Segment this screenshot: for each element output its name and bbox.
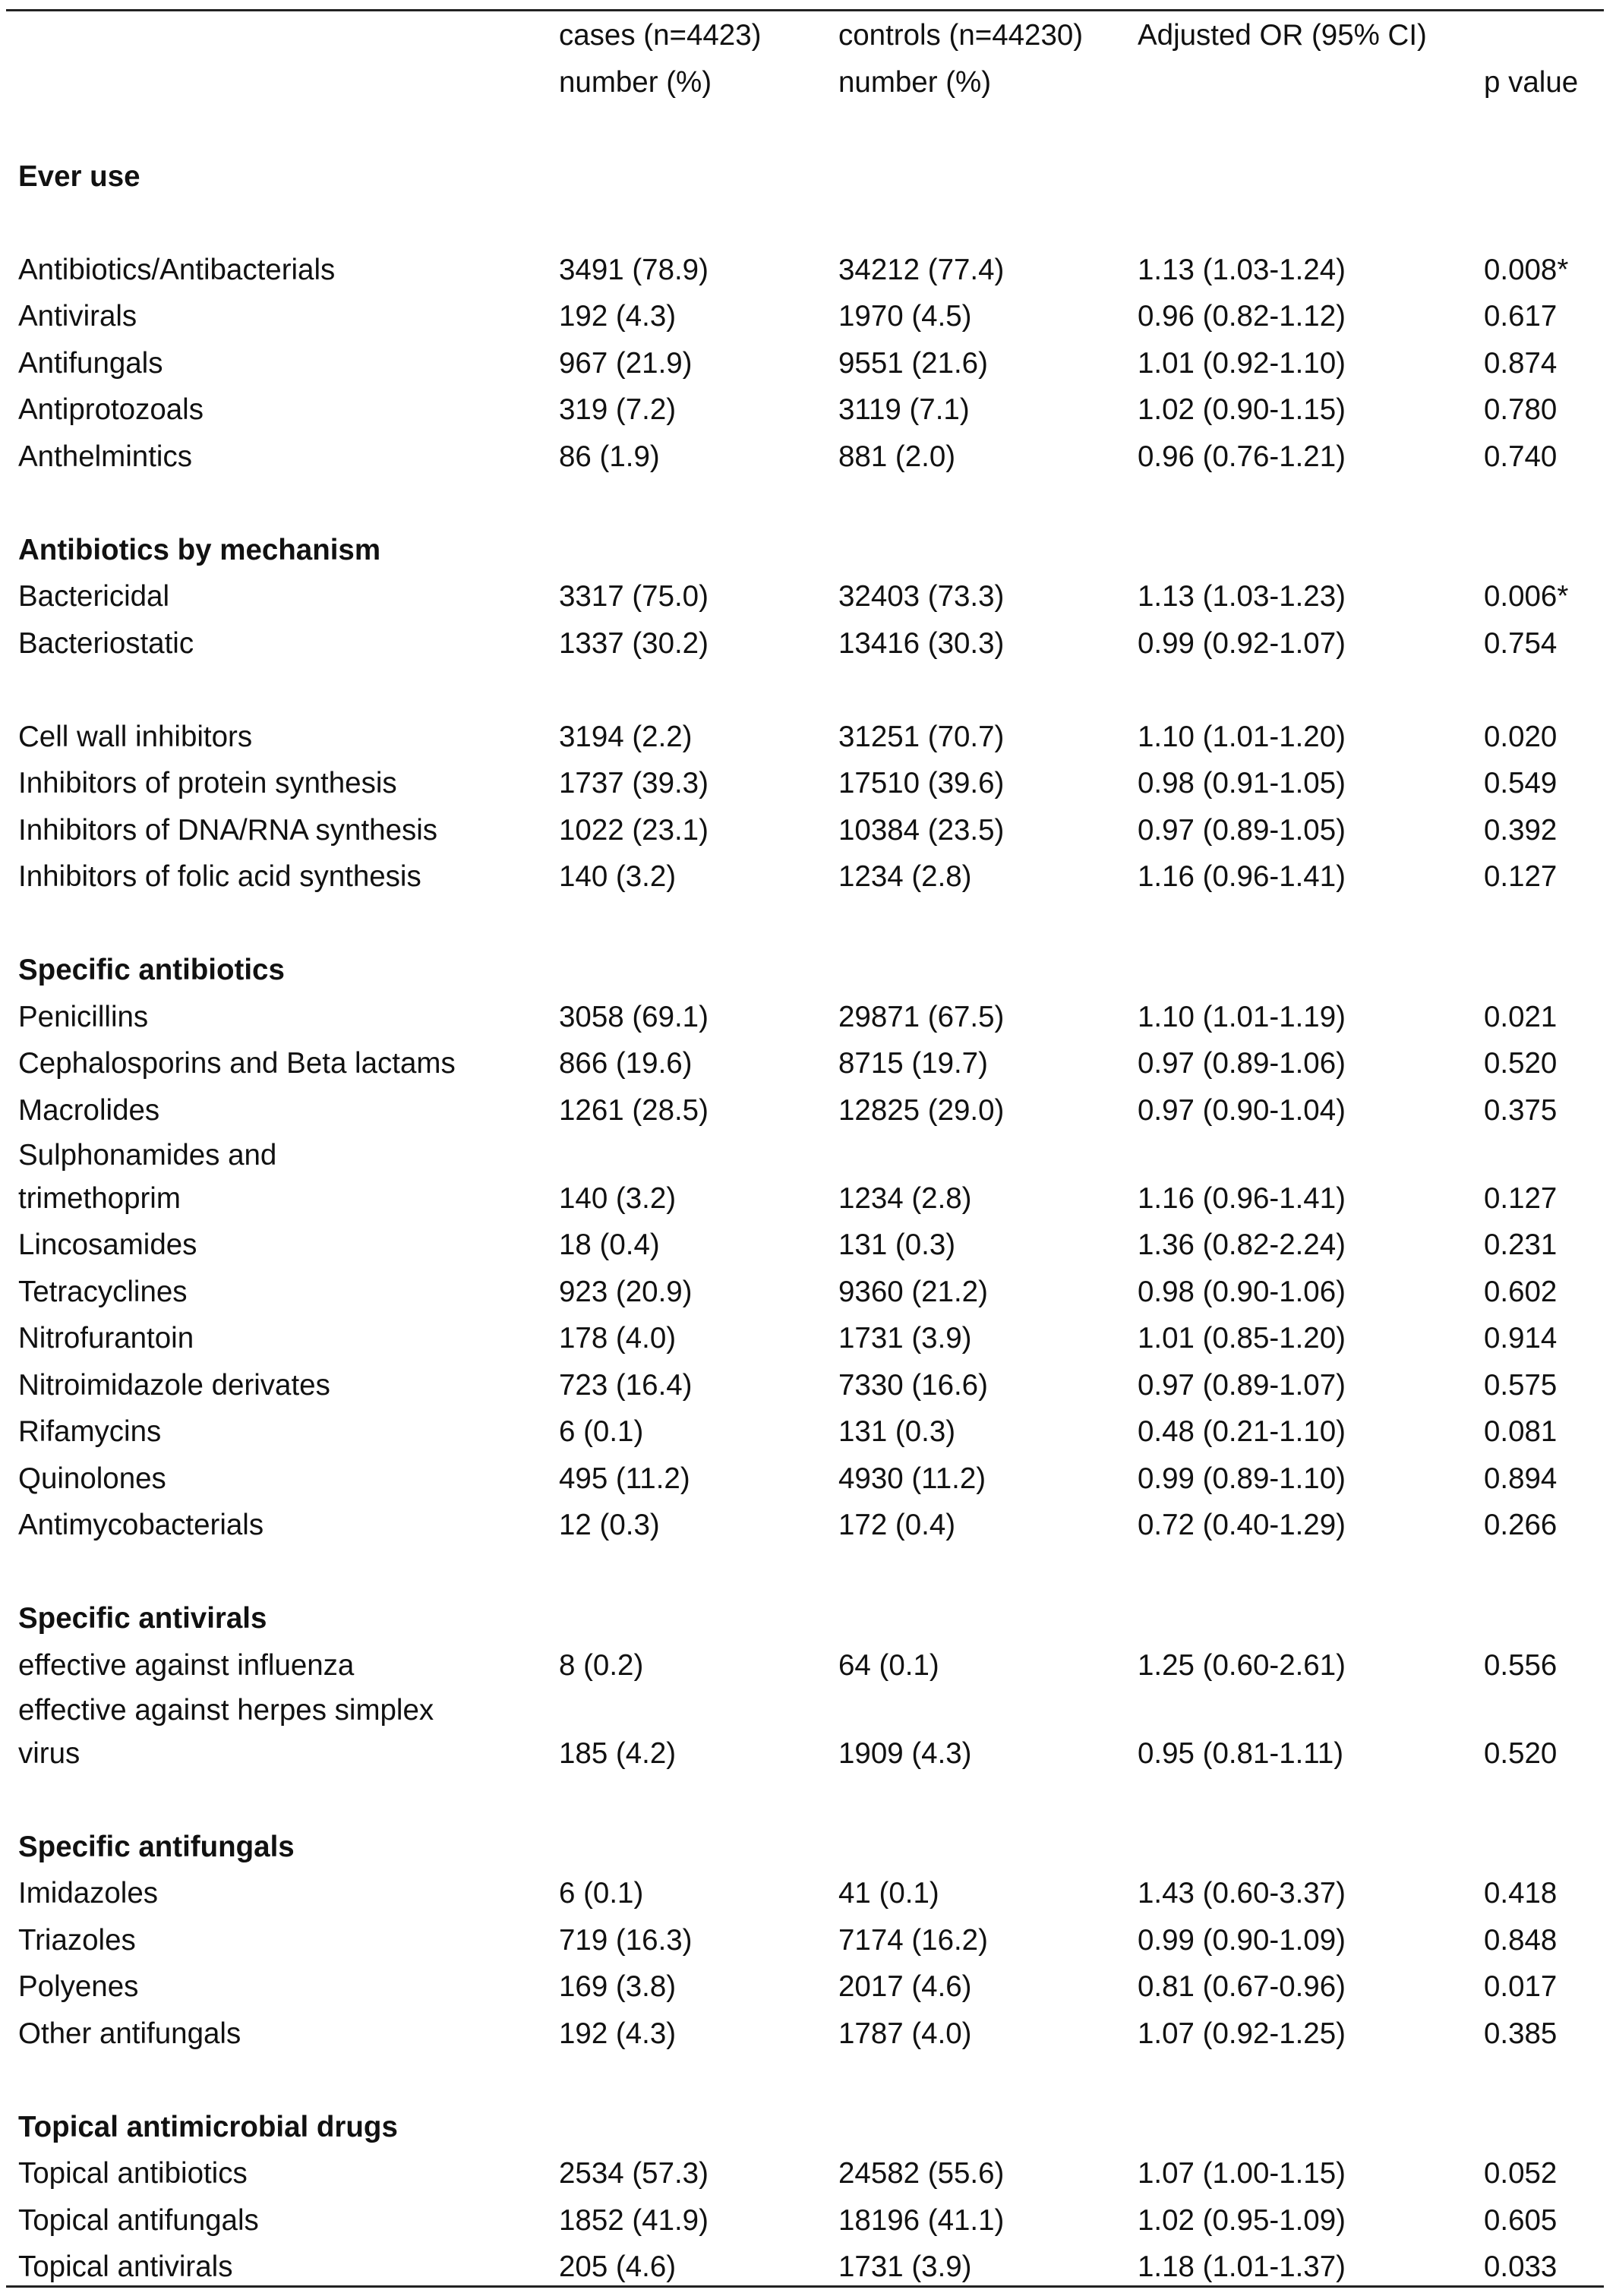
- table-row: [18, 1502, 1598, 1549]
- cases-value: 205 (4.6): [559, 2250, 677, 2283]
- p-value: 0.021: [1484, 1000, 1558, 1033]
- adjusted-or-value: 1.01 (0.92-1.10): [1138, 346, 1346, 380]
- row-label: Antivirals: [18, 300, 137, 333]
- row-label: Antibiotics/Antibacterials: [18, 253, 336, 286]
- p-value: 0.392: [1484, 813, 1558, 847]
- p-value: 0.418: [1484, 1877, 1558, 1910]
- row-label: Other antifungals: [18, 2017, 241, 2050]
- table-header: [18, 12, 1598, 106]
- empty-cell: [838, 2104, 1138, 2151]
- p-value: 0.127: [1484, 1182, 1558, 1215]
- cases-value: 1737 (39.3): [559, 767, 709, 800]
- row-label: Antiprotozoals: [18, 393, 204, 426]
- row-label: Polyenes: [18, 1970, 139, 2003]
- section-heading-row: [18, 527, 1598, 574]
- table-row: [18, 293, 1598, 340]
- cases-value: 2534 (57.3): [559, 2157, 709, 2190]
- controls-value: 13416 (30.3): [838, 626, 1005, 660]
- controls-value: 31251 (70.7): [838, 720, 1005, 753]
- controls-value: 9551 (21.6): [838, 346, 988, 380]
- spacer-row: [18, 200, 1598, 247]
- table-body: [18, 106, 1598, 2291]
- spacer-row: [18, 106, 1598, 153]
- section-heading: Specific antibiotics: [18, 954, 285, 986]
- adjusted-or-value: 0.97 (0.90-1.04): [1138, 1093, 1346, 1127]
- controls-value: 34212 (77.4): [838, 253, 1005, 286]
- row-label: Antimycobacterials: [18, 1509, 264, 1541]
- table-row: [18, 1087, 1598, 1134]
- adjusted-or-value: 0.96 (0.82-1.12): [1138, 300, 1346, 333]
- table-row: [18, 340, 1598, 387]
- p-value: 0.617: [1484, 300, 1558, 333]
- controls-value: 1731 (3.9): [838, 2250, 972, 2283]
- empty-cell: [1484, 1595, 1598, 1642]
- controls-value: 1787 (4.0): [838, 2017, 972, 2050]
- controls-value: 10384 (23.5): [838, 813, 1005, 847]
- empty-cell: [838, 153, 1138, 200]
- spacer-row: [18, 667, 1598, 714]
- row-label: Penicillins: [18, 1000, 149, 1033]
- cases-value: 1261 (28.5): [559, 1093, 709, 1127]
- section-heading-row: [18, 947, 1598, 994]
- section-heading: Specific antifungals: [18, 1830, 295, 1863]
- spacer-cell: [18, 1549, 1598, 1596]
- row-label: Bactericidal: [18, 580, 170, 613]
- p-value: 0.127: [1484, 860, 1558, 893]
- controls-value: 3119 (7.1): [838, 393, 970, 426]
- empty-cell: [559, 153, 838, 200]
- p-value: 0.874: [1484, 346, 1558, 380]
- controls-value: 32403 (73.3): [838, 580, 1005, 613]
- spacer-row: [18, 900, 1598, 948]
- controls-value: 7174 (16.2): [838, 1923, 988, 1957]
- empty-cell: [1484, 527, 1598, 574]
- table-row: [18, 994, 1598, 1041]
- controls-value: 24582 (55.6): [838, 2157, 1005, 2190]
- table-row: [18, 807, 1598, 854]
- cases-value: 967 (21.9): [559, 346, 693, 380]
- controls-value: 172 (0.4): [838, 1509, 956, 1541]
- empty-cell: [559, 947, 838, 994]
- cases-value: 3317 (75.0): [559, 580, 709, 613]
- empty-cell: [1138, 153, 1484, 200]
- row-label: Topical antivirals: [18, 2250, 233, 2283]
- empty-cell: [559, 1595, 838, 1642]
- adjusted-or-value: 0.48 (0.21-1.10): [1138, 1415, 1346, 1448]
- row-label: Inhibitors of protein synthesis: [18, 767, 397, 800]
- adjusted-or-value: 1.07 (0.92-1.25): [1138, 2017, 1346, 2050]
- table-row: [18, 1222, 1598, 1269]
- controls-value: 41 (0.1): [838, 1877, 939, 1910]
- cases-value: 3491 (78.9): [559, 253, 709, 286]
- table-row: [18, 1456, 1598, 1503]
- table-row: [18, 2011, 1598, 2058]
- section-heading: Specific antivirals: [18, 1602, 267, 1635]
- empty-cell: [1484, 2104, 1598, 2151]
- section-heading: Topical antimicrobial drugs: [18, 2110, 398, 2143]
- cases-value: 18 (0.4): [559, 1228, 660, 1261]
- cases-value: 923 (20.9): [559, 1275, 693, 1308]
- section-heading-row: [18, 1824, 1598, 1871]
- header-cases: cases (n=4423): [559, 19, 762, 52]
- spacer-row: [18, 1777, 1598, 1824]
- header-controls-unit: number (%): [838, 66, 992, 99]
- cases-value: 866 (19.6): [559, 1047, 693, 1080]
- empty-cell: [1484, 153, 1598, 200]
- p-value: 0.575: [1484, 1368, 1558, 1402]
- p-value: 0.894: [1484, 1462, 1558, 1495]
- empty-cell: [1138, 527, 1484, 574]
- table-row: [18, 1963, 1598, 2011]
- controls-value: 881 (2.0): [838, 440, 956, 473]
- table-row: [18, 853, 1598, 900]
- row-label: effective against influenza: [18, 1648, 355, 1682]
- row-label: Inhibitors of DNA/RNA synthesis: [18, 813, 438, 847]
- header-blank-cell: [1138, 59, 1484, 106]
- p-value: 0.520: [1484, 1737, 1558, 1770]
- adjusted-or-value: 1.16 (0.96-1.41): [1138, 860, 1346, 893]
- empty-cell: [559, 1824, 838, 1871]
- p-value: 0.052: [1484, 2157, 1558, 2190]
- row-label: [18, 1134, 559, 1222]
- adjusted-or-value: 1.13 (1.03-1.23): [1138, 580, 1346, 613]
- row-label: Cell wall inhibitors: [18, 720, 253, 753]
- adjusted-or-value: 1.02 (0.90-1.15): [1138, 393, 1346, 426]
- adjusted-or-value: 0.98 (0.91-1.05): [1138, 767, 1346, 800]
- odds-ratio-table: [18, 12, 1598, 2291]
- row-label: Bacteriostatic: [18, 626, 194, 660]
- spacer-row: [18, 480, 1598, 527]
- adjusted-or-value: 0.99 (0.89-1.10): [1138, 1462, 1346, 1495]
- controls-value: 18196 (41.1): [838, 2203, 1005, 2237]
- table-row: [18, 1362, 1598, 1409]
- empty-cell: [559, 2104, 838, 2151]
- cases-value: 140 (3.2): [559, 1182, 677, 1215]
- row-label: Topical antifungals: [18, 2203, 259, 2237]
- controls-value: 131 (0.3): [838, 1415, 956, 1448]
- table-row: [18, 2197, 1598, 2244]
- spacer-cell: [18, 200, 1598, 247]
- p-value: 0.017: [1484, 1970, 1558, 2003]
- p-value: 0.231: [1484, 1228, 1558, 1261]
- table-row: [18, 573, 1598, 620]
- adjusted-or-value: 0.81 (0.67-0.96): [1138, 1970, 1346, 2003]
- spacer-cell: [18, 1777, 1598, 1824]
- empty-cell: [1138, 1824, 1484, 1871]
- adjusted-or-value: 1.01 (0.85-1.20): [1138, 1322, 1346, 1355]
- cases-value: 319 (7.2): [559, 393, 677, 426]
- controls-value: 12825 (29.0): [838, 1093, 1005, 1127]
- adjusted-or-value: 1.13 (1.03-1.24): [1138, 253, 1346, 286]
- adjusted-or-value: 0.96 (0.76-1.21): [1138, 440, 1346, 473]
- row-label: Cephalosporins and Beta lactams: [18, 1047, 456, 1080]
- cases-value: 723 (16.4): [559, 1368, 693, 1402]
- header-p-value: p value: [1484, 66, 1579, 99]
- empty-cell: [838, 947, 1138, 994]
- spacer-row: [18, 1549, 1598, 1596]
- controls-value: 1234 (2.8): [838, 1182, 972, 1215]
- row-label: Topical antibiotics: [18, 2157, 248, 2190]
- p-value: 0.549: [1484, 767, 1558, 800]
- controls-value: 1909 (4.3): [838, 1737, 972, 1770]
- controls-value: 29871 (67.5): [838, 1000, 1005, 1033]
- section-heading-row: [18, 1595, 1598, 1642]
- row-label: Antifungals: [18, 346, 163, 380]
- p-value: 0.081: [1484, 1415, 1558, 1448]
- p-value: 0.020: [1484, 720, 1558, 753]
- header-adjusted-or: Adjusted OR (95% CI): [1138, 19, 1427, 52]
- row-label-line-1: Sulphonamides and: [18, 1139, 277, 1172]
- row-label: Inhibitors of folic acid synthesis: [18, 860, 421, 893]
- controls-value: 8715 (19.7): [838, 1047, 988, 1080]
- adjusted-or-value: 0.97 (0.89-1.05): [1138, 813, 1346, 847]
- adjusted-or-value: 1.43 (0.60-3.37): [1138, 1877, 1346, 1910]
- table-row: [18, 434, 1598, 481]
- table-row: [18, 1408, 1598, 1456]
- controls-value: 1234 (2.8): [838, 860, 972, 893]
- controls-value: 64 (0.1): [838, 1648, 939, 1682]
- p-value: 0.008*: [1484, 253, 1569, 286]
- row-label-line-1: effective against herpes simplex: [18, 1694, 434, 1727]
- empty-cell: [1138, 1595, 1484, 1642]
- p-value: 0.385: [1484, 2017, 1558, 2050]
- row-label: Nitroimidazole derivates: [18, 1368, 330, 1402]
- table-row: [18, 386, 1598, 434]
- p-value: 0.848: [1484, 1923, 1558, 1957]
- cases-value: 185 (4.2): [559, 1737, 677, 1770]
- cases-value: 12 (0.3): [559, 1509, 660, 1541]
- empty-cell: [838, 1595, 1138, 1642]
- empty-cell: [559, 527, 838, 574]
- header-controls: controls (n=44230): [838, 19, 1084, 52]
- cases-value: 86 (1.9): [559, 440, 660, 473]
- adjusted-or-value: 1.16 (0.96-1.41): [1138, 1182, 1346, 1215]
- header-blank-cell: [18, 59, 559, 106]
- empty-cell: [838, 527, 1138, 574]
- table-bottom-rule: [6, 2285, 1604, 2288]
- table-row: [18, 1870, 1598, 1917]
- section-heading-row: [18, 2104, 1598, 2151]
- row-label: [18, 1689, 559, 1777]
- cases-value: 1852 (41.9): [559, 2203, 709, 2237]
- cases-value: 169 (3.8): [559, 1970, 677, 2003]
- adjusted-or-value: 0.99 (0.90-1.09): [1138, 1923, 1346, 1957]
- table-row: [18, 247, 1598, 294]
- table-row: [18, 1315, 1598, 1362]
- p-value: 0.605: [1484, 2203, 1558, 2237]
- adjusted-or-value: 1.25 (0.60-2.61): [1138, 1648, 1346, 1682]
- section-heading: Ever use: [18, 159, 140, 193]
- cases-value: 1337 (30.2): [559, 626, 709, 660]
- spacer-cell: [18, 480, 1598, 527]
- p-value: 0.754: [1484, 626, 1558, 660]
- row-label: Anthelmintics: [18, 440, 192, 473]
- adjusted-or-value: 1.18 (1.01-1.37): [1138, 2250, 1346, 2283]
- adjusted-or-value: 0.97 (0.89-1.06): [1138, 1047, 1346, 1080]
- table-row: [18, 2244, 1598, 2291]
- table-row: [18, 1642, 1598, 1689]
- cases-value: 192 (4.3): [559, 300, 677, 333]
- empty-cell: [838, 1824, 1138, 1871]
- row-label: Quinolones: [18, 1462, 166, 1495]
- adjusted-or-value: 0.97 (0.89-1.07): [1138, 1368, 1346, 1402]
- adjusted-or-value: 1.02 (0.95-1.09): [1138, 2203, 1346, 2237]
- adjusted-or-value: 0.95 (0.81-1.11): [1138, 1737, 1344, 1770]
- section-heading: Antibiotics by mechanism: [18, 533, 381, 566]
- p-value: 0.556: [1484, 1648, 1558, 1682]
- spacer-cell: [18, 667, 1598, 714]
- p-value: 0.780: [1484, 393, 1558, 426]
- header-blank-cell: [18, 12, 559, 59]
- adjusted-or-value: 0.98 (0.90-1.06): [1138, 1275, 1346, 1308]
- table-row: [18, 760, 1598, 807]
- row-label: Tetracyclines: [18, 1275, 188, 1308]
- adjusted-or-value: 1.10 (1.01-1.20): [1138, 720, 1346, 753]
- row-label: Macrolides: [18, 1093, 160, 1127]
- row-label: Imidazoles: [18, 1877, 159, 1910]
- adjusted-or-value: 0.99 (0.92-1.07): [1138, 626, 1346, 660]
- cases-value: 495 (11.2): [559, 1462, 690, 1495]
- p-value: 0.914: [1484, 1322, 1558, 1355]
- row-label: Triazoles: [18, 1923, 136, 1957]
- cases-value: 3058 (69.1): [559, 1000, 709, 1033]
- cases-value: 3194 (2.2): [559, 720, 693, 753]
- controls-value: 1970 (4.5): [838, 300, 972, 333]
- p-value: 0.740: [1484, 440, 1558, 473]
- section-heading-row: [18, 153, 1598, 200]
- table-row: [18, 620, 1598, 667]
- row-label-line-2: virus: [18, 1737, 80, 1770]
- p-value: 0.006*: [1484, 580, 1569, 613]
- p-value: 0.266: [1484, 1509, 1558, 1541]
- spacer-cell: [18, 2057, 1598, 2104]
- p-value: 0.033: [1484, 2250, 1558, 2283]
- controls-value: 4930 (11.2): [838, 1462, 986, 1495]
- cases-value: 8 (0.2): [559, 1648, 644, 1682]
- controls-value: 2017 (4.6): [838, 1970, 972, 2003]
- table-row: [18, 1917, 1598, 1964]
- header-cases-unit: number (%): [559, 66, 712, 99]
- row-label-line-2: trimethoprim: [18, 1182, 181, 1215]
- cases-value: 178 (4.0): [559, 1322, 677, 1355]
- row-label: Lincosamides: [18, 1228, 197, 1261]
- adjusted-or-value: 1.07 (1.00-1.15): [1138, 2157, 1346, 2190]
- cases-value: 1022 (23.1): [559, 813, 709, 847]
- table-row: [18, 2150, 1598, 2197]
- empty-cell: [1138, 947, 1484, 994]
- controls-value: 7330 (16.6): [838, 1368, 988, 1402]
- table-row: [18, 1269, 1598, 1316]
- row-label: Nitrofurantoin: [18, 1322, 194, 1355]
- p-value: 0.375: [1484, 1093, 1558, 1127]
- p-value: 0.602: [1484, 1275, 1558, 1308]
- controls-value: 17510 (39.6): [838, 767, 1005, 800]
- cases-value: 6 (0.1): [559, 1877, 644, 1910]
- spacer-row: [18, 2057, 1598, 2104]
- spacer-cell: [18, 900, 1598, 948]
- empty-cell: [1484, 947, 1598, 994]
- controls-value: 131 (0.3): [838, 1228, 956, 1261]
- p-value: 0.520: [1484, 1047, 1558, 1080]
- header-row-1: [18, 12, 1598, 59]
- empty-cell: [1138, 2104, 1484, 2151]
- header-blank-cell: [1484, 12, 1598, 59]
- cases-value: 192 (4.3): [559, 2017, 677, 2050]
- controls-value: 9360 (21.2): [838, 1275, 988, 1308]
- cases-value: 140 (3.2): [559, 860, 677, 893]
- table-row: [18, 1689, 1598, 1777]
- table-top-rule: [6, 9, 1604, 11]
- controls-value: 1731 (3.9): [838, 1322, 972, 1355]
- cases-value: 719 (16.3): [559, 1923, 693, 1957]
- adjusted-or-value: 1.36 (0.82-2.24): [1138, 1228, 1346, 1261]
- header-row-2: [18, 59, 1598, 106]
- adjusted-or-value: 1.10 (1.01-1.19): [1138, 1000, 1346, 1033]
- row-label: Rifamycins: [18, 1415, 162, 1448]
- spacer-cell: [18, 106, 1598, 153]
- cases-value: 6 (0.1): [559, 1415, 644, 1448]
- adjusted-or-value: 0.72 (0.40-1.29): [1138, 1509, 1346, 1541]
- empty-cell: [1484, 1824, 1598, 1871]
- table-row: [18, 714, 1598, 761]
- table-row: [18, 1134, 1598, 1222]
- table-row: [18, 1040, 1598, 1087]
